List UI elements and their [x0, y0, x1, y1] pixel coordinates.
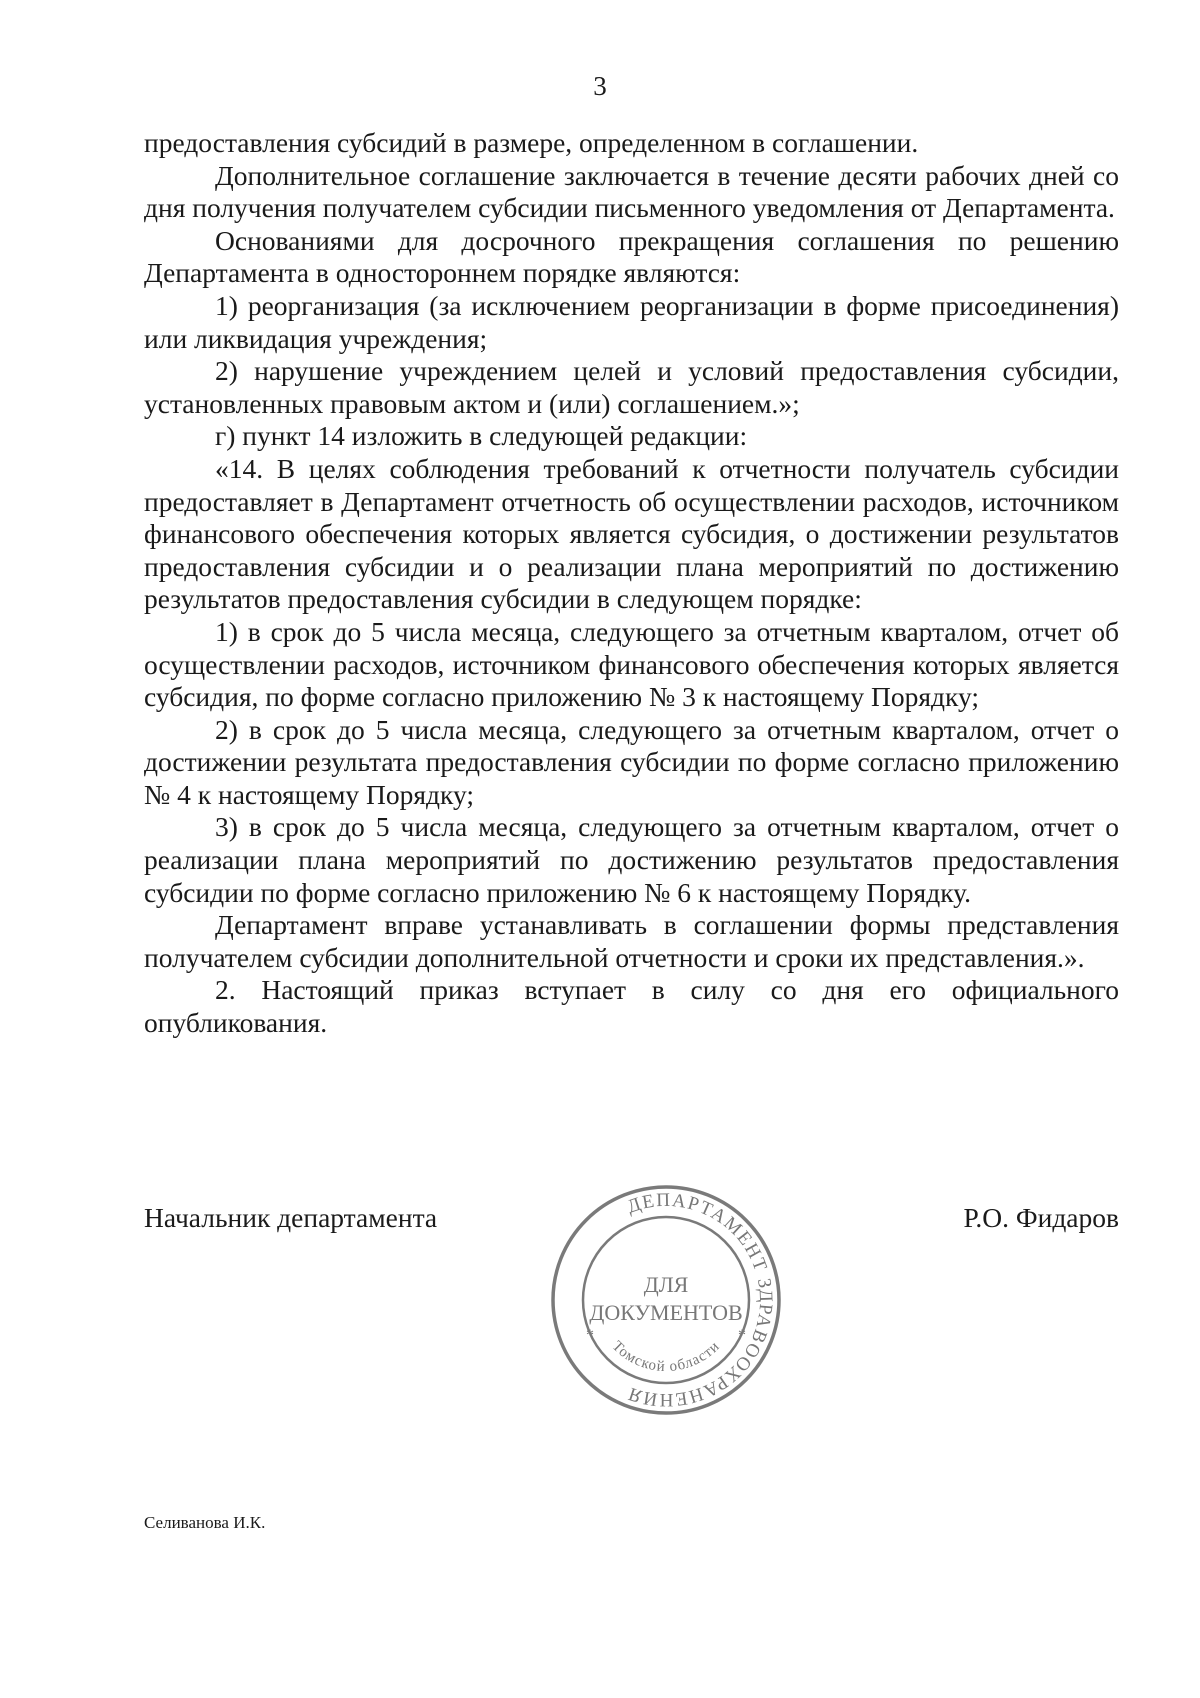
signatory-position: Начальник департамента: [144, 1202, 438, 1233]
executor-name: Селиванова И.К.: [144, 1513, 266, 1532]
paragraph: г) пункт 14 изложить в следующей редакции:: [215, 420, 748, 452]
signatory-name: Р.О. Фидаров: [963, 1202, 1119, 1233]
page-number: 3: [593, 71, 607, 101]
stamp-outer-text: ДЕПАРТАМЕНТ ЗДРАВООХРАНЕНИЯ: [624, 1189, 777, 1411]
paragraph: 1) реорганизация (за исключением реорганизации в форме присоединения) или ликвидация учреждения;: [144, 289, 1119, 354]
stamp-star-left: *: [586, 1327, 594, 1344]
paragraph: 3) в срок до 5 числа месяца, следующего за отчетным кварталом, отчет о реализации плана мероприятий по достижению результатов предоставления субсидии по форме согласно приложению № 6 к настоящему Порядку.: [144, 811, 1119, 908]
paragraph: предоставления субсидий в размере, определенном в соглашении.: [144, 127, 919, 158]
paragraph: Дополнительное соглашение заключается в течение десяти рабочих дней со дня получения получателем субсидии письменного уведомления от Департамента.: [144, 159, 1119, 224]
document-body: [144, 127, 1119, 1040]
paragraph: Департамент вправе устанавливать в соглашении формы представления получателем субсидии дополнительной отчетности и сроки их представления.».: [144, 909, 1119, 973]
paragraph: «14. В целях соблюдения требований к отчетности получатель субсидии предоставляет в Департамент отчетность об осуществлении расходов, источником финансового обеспечения которых является субсидия, о достижении результатов предоставления субсидии и о реализации плана мероприятий по достижению результатов предоставления субсидии в следующем порядке:: [144, 452, 1119, 615]
paragraph: 2) нарушение учреждением целей и условий предоставления субсидии, установленных правовым актом и (или) соглашением.»;: [144, 355, 1119, 419]
official-stamp: [546, 1180, 786, 1420]
stamp-star-right: *: [738, 1327, 746, 1344]
stamp-lower-text: Томской области: [608, 1338, 724, 1376]
paragraph: Основаниями для досрочного прекращения соглашения по решению Департамента в одностороннем порядке являются:: [144, 224, 1119, 289]
paragraph: 2. Настоящий приказ вступает в силу со дня его официального опубликования.: [144, 974, 1119, 1039]
paragraph: 2) в срок до 5 числа месяца, следующего за отчетным кварталом, отчет о достижении результата предоставления субсидии по форме согласно приложению № 4 к настоящему Порядку;: [144, 713, 1119, 810]
stamp-center-line2: ДОКУМЕНТОВ: [589, 1300, 743, 1325]
paragraph: 1) в срок до 5 числа месяца, следующего за отчетным кварталом, отчет об осуществлении расходов, источником финансового обеспечения которых является субсидия, по форме согласно приложению № 3 к настоящему Порядку;: [144, 615, 1119, 713]
stamp-center-line1: ДЛЯ: [643, 1272, 689, 1297]
